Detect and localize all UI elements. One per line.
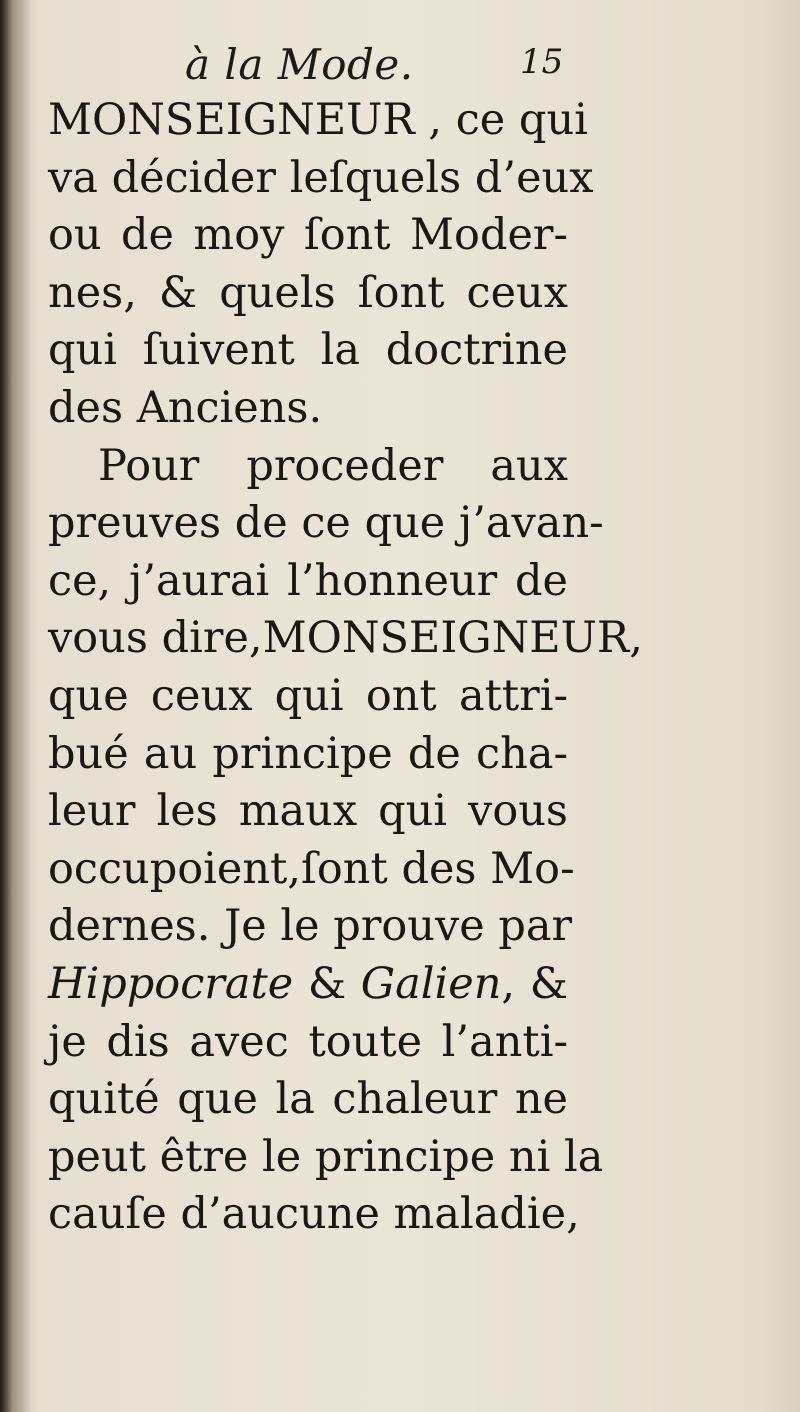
body-text bbox=[48, 92, 643, 1244]
text-line: que ceux qui ont attri- bbox=[48, 670, 568, 721]
binding-gutter bbox=[0, 0, 30, 1412]
text-line: va décider leſquels d’eux bbox=[48, 152, 594, 203]
text-line: MONSEIGNEUR , ce qui bbox=[48, 95, 588, 145]
text-line: preuves de ce que j’avan- bbox=[48, 498, 604, 549]
text-line: des Anciens. bbox=[48, 382, 323, 433]
running-head bbox=[185, 40, 575, 90]
running-title: à la Mode. bbox=[185, 40, 414, 89]
text-line: vous dire,MONSEIGNEUR, bbox=[48, 613, 643, 664]
text-line: bué au principe de cha- bbox=[48, 728, 568, 779]
text-line: nes, & quels ſont ceux bbox=[48, 267, 568, 318]
text-line: Hippocrate & Galien, & bbox=[48, 958, 568, 1009]
text-line: occupoient,ſont des Mo- bbox=[48, 843, 575, 894]
text-line: qui ſuivent la doctrine bbox=[48, 325, 568, 376]
text-line: dernes. Je le prouve par bbox=[48, 901, 573, 952]
text-line: cauſe d’aucune maladie, bbox=[48, 1189, 580, 1240]
text-line: leur les maux qui vous bbox=[48, 786, 568, 837]
page-number: 15 bbox=[520, 42, 564, 82]
text-line: je dis avec toute l’anti- bbox=[48, 1016, 568, 1067]
text-line: quité que la chaleur ne bbox=[48, 1074, 568, 1125]
text-line: ce, j’aurai l’honneur de bbox=[48, 555, 568, 606]
text-line: Pour proceder aux bbox=[98, 440, 568, 491]
text-line: peut être le principe ni la bbox=[48, 1131, 604, 1182]
text-line: ou de moy ſont Moder- bbox=[48, 210, 568, 261]
